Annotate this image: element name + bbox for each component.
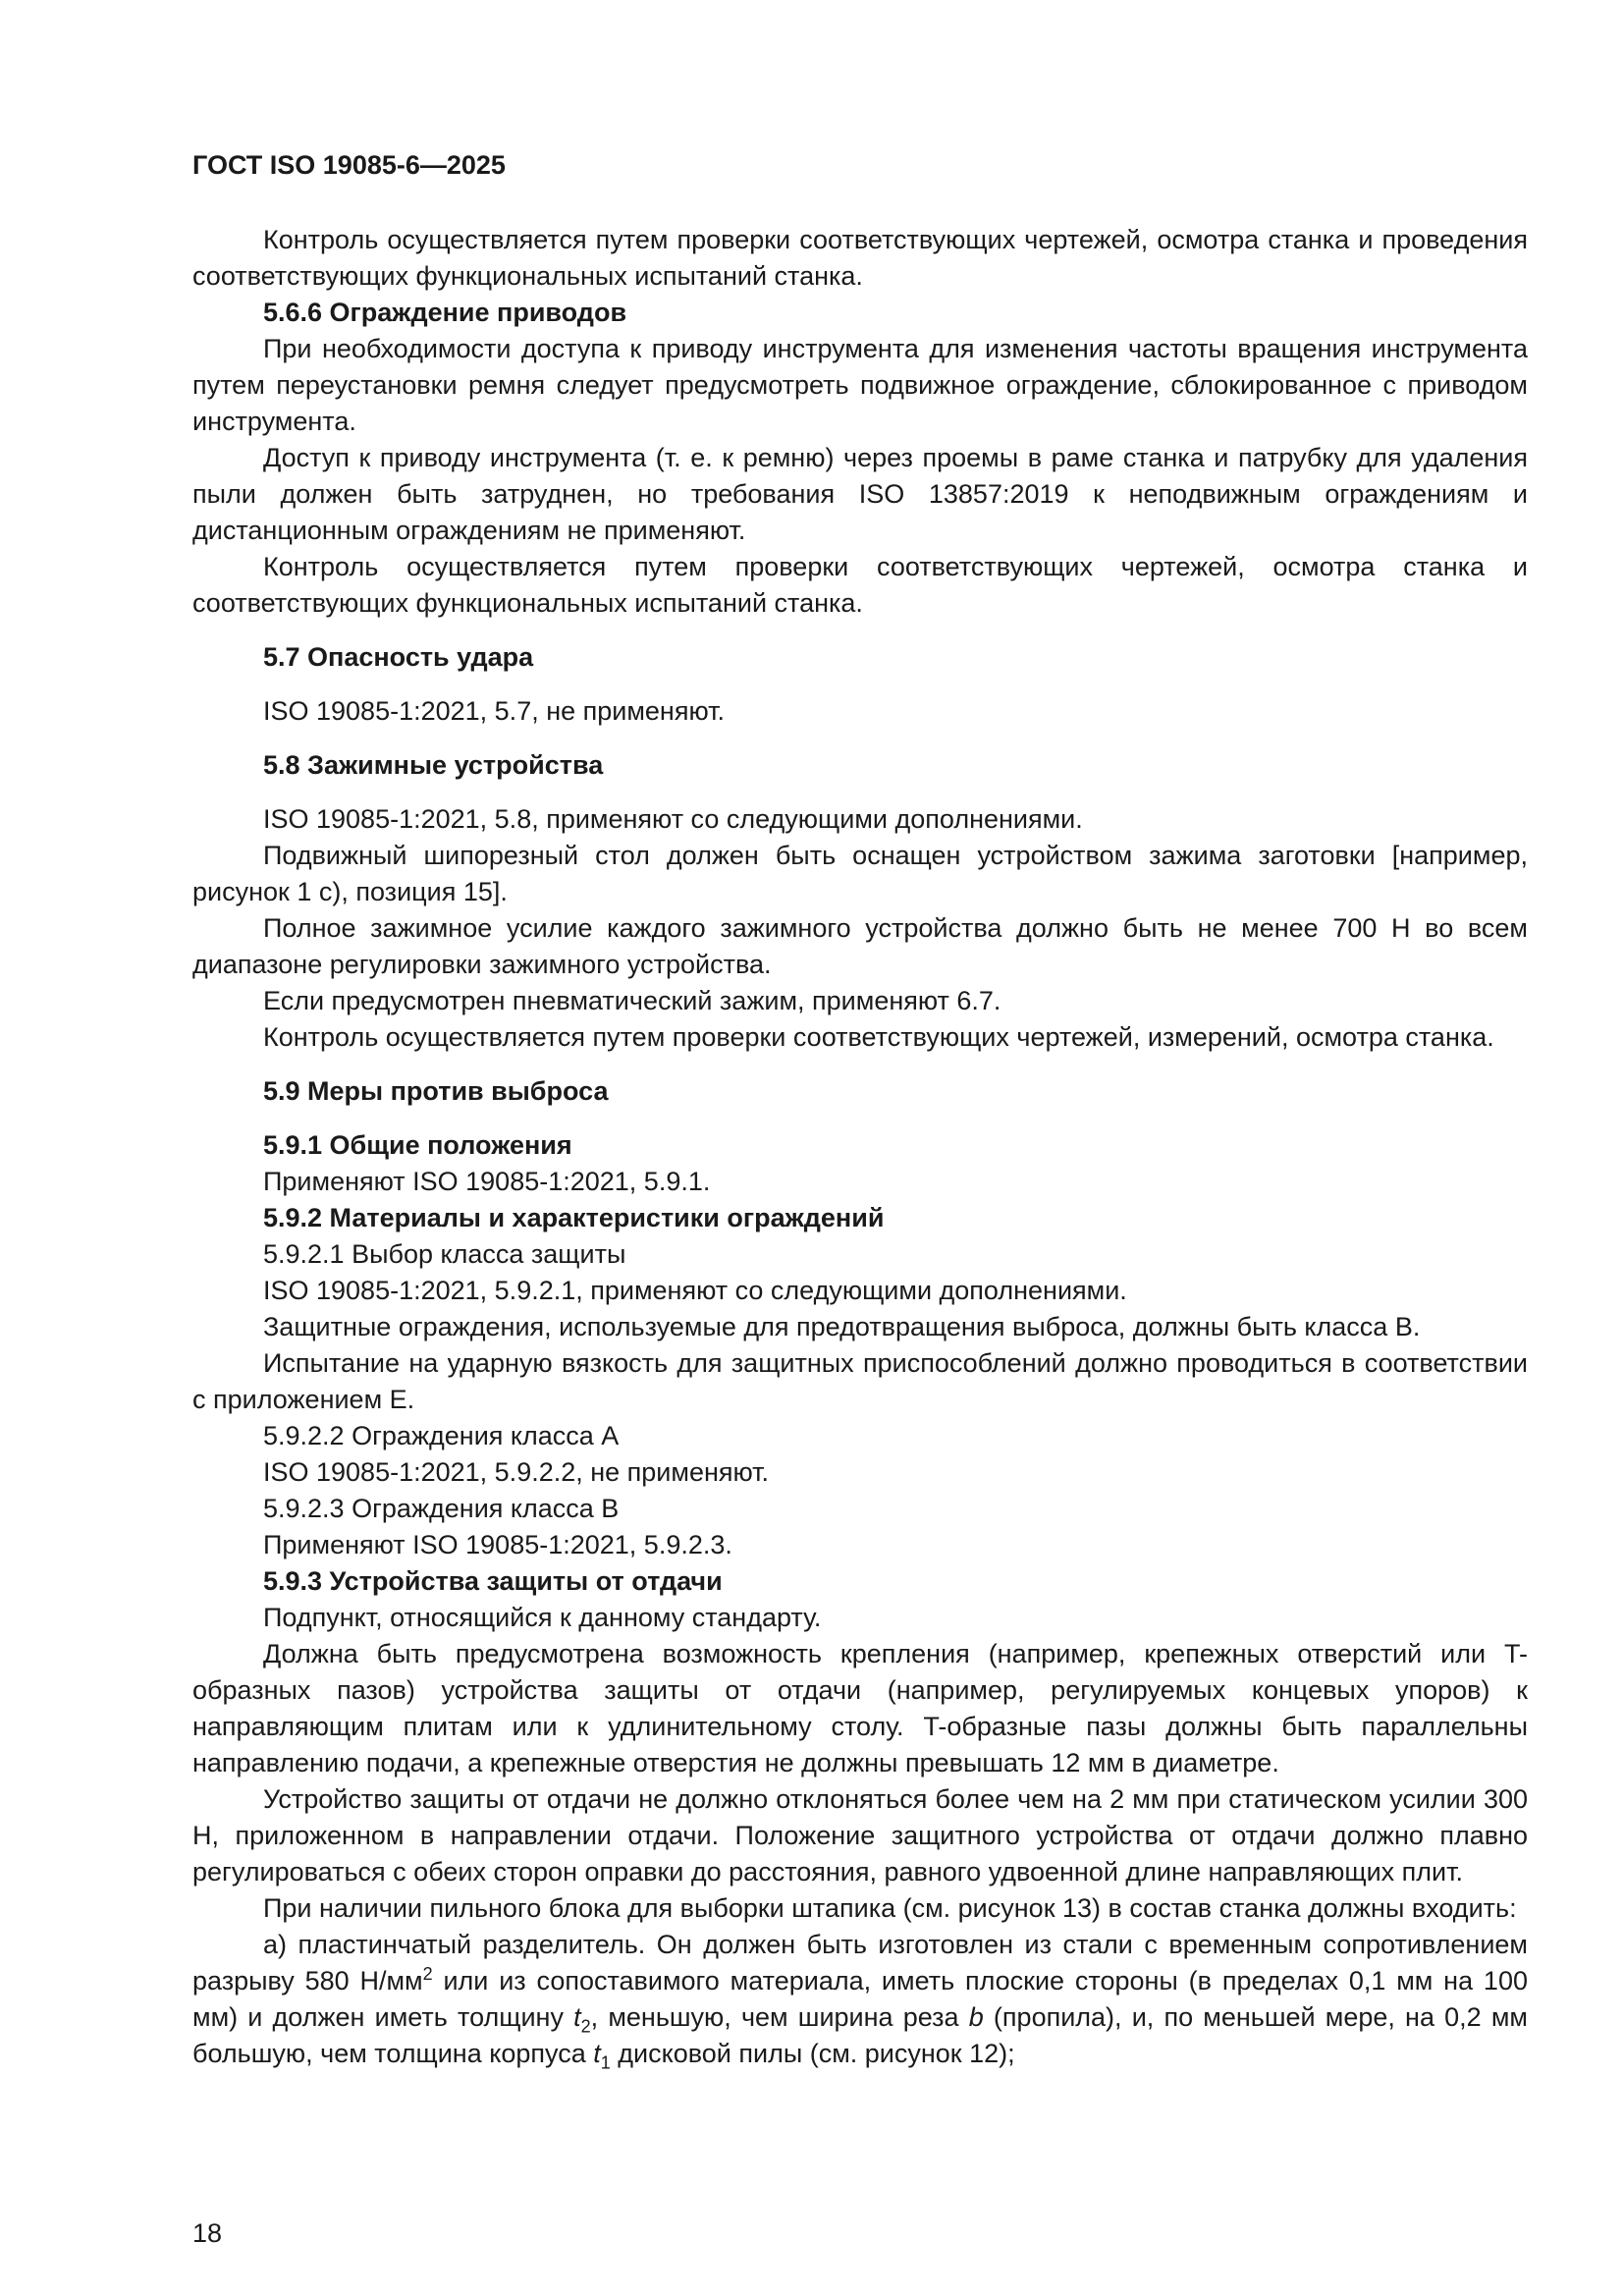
paragraph: Подвижный шипорезный стол должен быть оснащен устройством зажима заготовки [например, рисунок 1 с), позиция 15]. xyxy=(192,841,1528,906)
item-a-text-1: а) пластинчатый разделитель. Он должен быть изготовлен из стали с временным сопротивлением разрыву 580 Н/мм xyxy=(192,1930,1528,1995)
section-heading: 5.6.6 Ограждение приводов xyxy=(263,298,627,327)
item-a-text-2: или из сопоставимого материала, иметь плоские стороны (в пределах 0,1 мм на 100 мм) и должен иметь толщину xyxy=(192,1966,1528,2032)
paragraph: Применяют ISO 19085-1:2021, 5.9.2.3. xyxy=(263,1530,732,1559)
paragraph: Должна быть предусмотрена возможность крепления (например, крепежных отверстий или T-образных пазов) устройства защиты от отдачи (например, регулируемых концевых упоров) к направляющим плитам или к удлинительному столу. T-образные пазы должны быть параллельны направлению подачи, а крепежные отверстия не должны превышать 12 мм в диаметре. xyxy=(192,1639,1528,1777)
page-number: 18 xyxy=(192,2218,223,2248)
item-a-text-4: (пропила), и, по меньшей мере, на 0,2 мм большую, чем толщина корпуса xyxy=(192,2002,1528,2068)
paragraph: Устройство защиты от отдачи не должно отклоняться более чем на 2 мм при статическом усилии 300 Н, приложенном в направлении отдачи. Положение защитного устройства от отдачи должно плавно регулироваться с обеих сторон оправки до расстояния, равного удвоенной длине направляющих плит. xyxy=(192,1784,1528,1886)
variable-t1: t xyxy=(593,2039,601,2068)
paragraph: Доступ к приводу инструмента (т. е. к ремню) через проемы в раме станка и патрубку для удаления пыли должен быть затруднен, но требования ISO 13857:2019 к неподвижным ограждениям и дистанционным ограждениям не применяют. xyxy=(192,443,1528,545)
section-heading: 5.7 Опасность удара xyxy=(263,642,534,672)
paragraph: Контроль осуществляется путем проверки соответствующих чертежей, измерений, осмотра станка. xyxy=(263,1022,1494,1052)
paragraph: ISO 19085-1:2021, 5.7, не применяют. xyxy=(263,696,725,726)
section-heading: 5.9 Меры против выброса xyxy=(263,1076,609,1106)
item-a-text-3: , меньшую, чем ширина реза xyxy=(590,2002,969,2032)
paragraph: Подпункт, относящийся к данному стандарту. xyxy=(263,1603,822,1632)
document-body xyxy=(192,222,1528,2072)
paragraph: Контроль осуществляется путем проверки соответствующих чертежей, осмотра станка и соответствующих функциональных испытаний станка. xyxy=(192,552,1528,618)
variable-b: b xyxy=(968,2002,984,2032)
paragraph: Полное зажимное усилие каждого зажимного устройства должно быть не менее 700 Н во всем диапазоне регулировки зажимного устройства. xyxy=(192,913,1528,979)
item-a-sup: 2 xyxy=(422,1964,433,1984)
paragraph: При наличии пильного блока для выборки штапика (см. рисунок 13) в состав станка должны входить: xyxy=(263,1893,1517,1923)
paragraph: Контроль осуществляется путем проверки соответствующих чертежей, осмотра станка и проведения соответствующих функциональных испытаний станка. xyxy=(192,225,1528,291)
section-heading: 5.9.1 Общие положения xyxy=(263,1130,572,1160)
paragraph: При необходимости доступа к приводу инструмента для изменения частоты вращения инструмента путем переустановки ремня следует предусмотреть подвижное ограждение, сблокированное с приводом инструмента. xyxy=(192,334,1528,436)
paragraph: 5.9.2.3 Ограждения класса B xyxy=(263,1494,620,1523)
paragraph: ISO 19085-1:2021, 5.8, применяют со следующими дополнениями. xyxy=(263,804,1083,834)
section-heading: 5.9.3 Устройства защиты от отдачи xyxy=(263,1566,723,1596)
paragraph: Если предусмотрен пневматический зажим, применяют 6.7. xyxy=(263,986,1001,1015)
item-a-text-5: дисковой пилы (см. рисунок 12); xyxy=(610,2039,1015,2068)
document-header: ГОСТ ISO 19085-6—2025 xyxy=(192,150,506,180)
list-item-a xyxy=(192,1927,1528,2072)
section-heading: 5.9.2 Материалы и характеристики ограждений xyxy=(263,1203,885,1232)
variable-t2-subscript: 2 xyxy=(580,2016,591,2037)
paragraph: Испытание на ударную вязкость для защитных приспособлений должно проводиться в соответствии с приложением E. xyxy=(192,1348,1528,1414)
variable-t2: t xyxy=(573,2002,581,2032)
paragraph: ISO 19085-1:2021, 5.9.2.1, применяют со следующими дополнениями. xyxy=(263,1276,1127,1305)
paragraph: Применяют ISO 19085-1:2021, 5.9.1. xyxy=(263,1167,711,1196)
paragraph: Защитные ограждения, используемые для предотвращения выброса, должны быть класса B. xyxy=(263,1312,1421,1341)
paragraph: 5.9.2.2 Ограждения класса A xyxy=(263,1421,620,1450)
paragraph: ISO 19085-1:2021, 5.9.2.2, не применяют. xyxy=(263,1457,770,1487)
paragraph: 5.9.2.1 Выбор класса защиты xyxy=(263,1239,626,1269)
section-heading: 5.8 Зажимные устройства xyxy=(263,750,604,780)
variable-t1-subscript: 1 xyxy=(600,2052,611,2073)
